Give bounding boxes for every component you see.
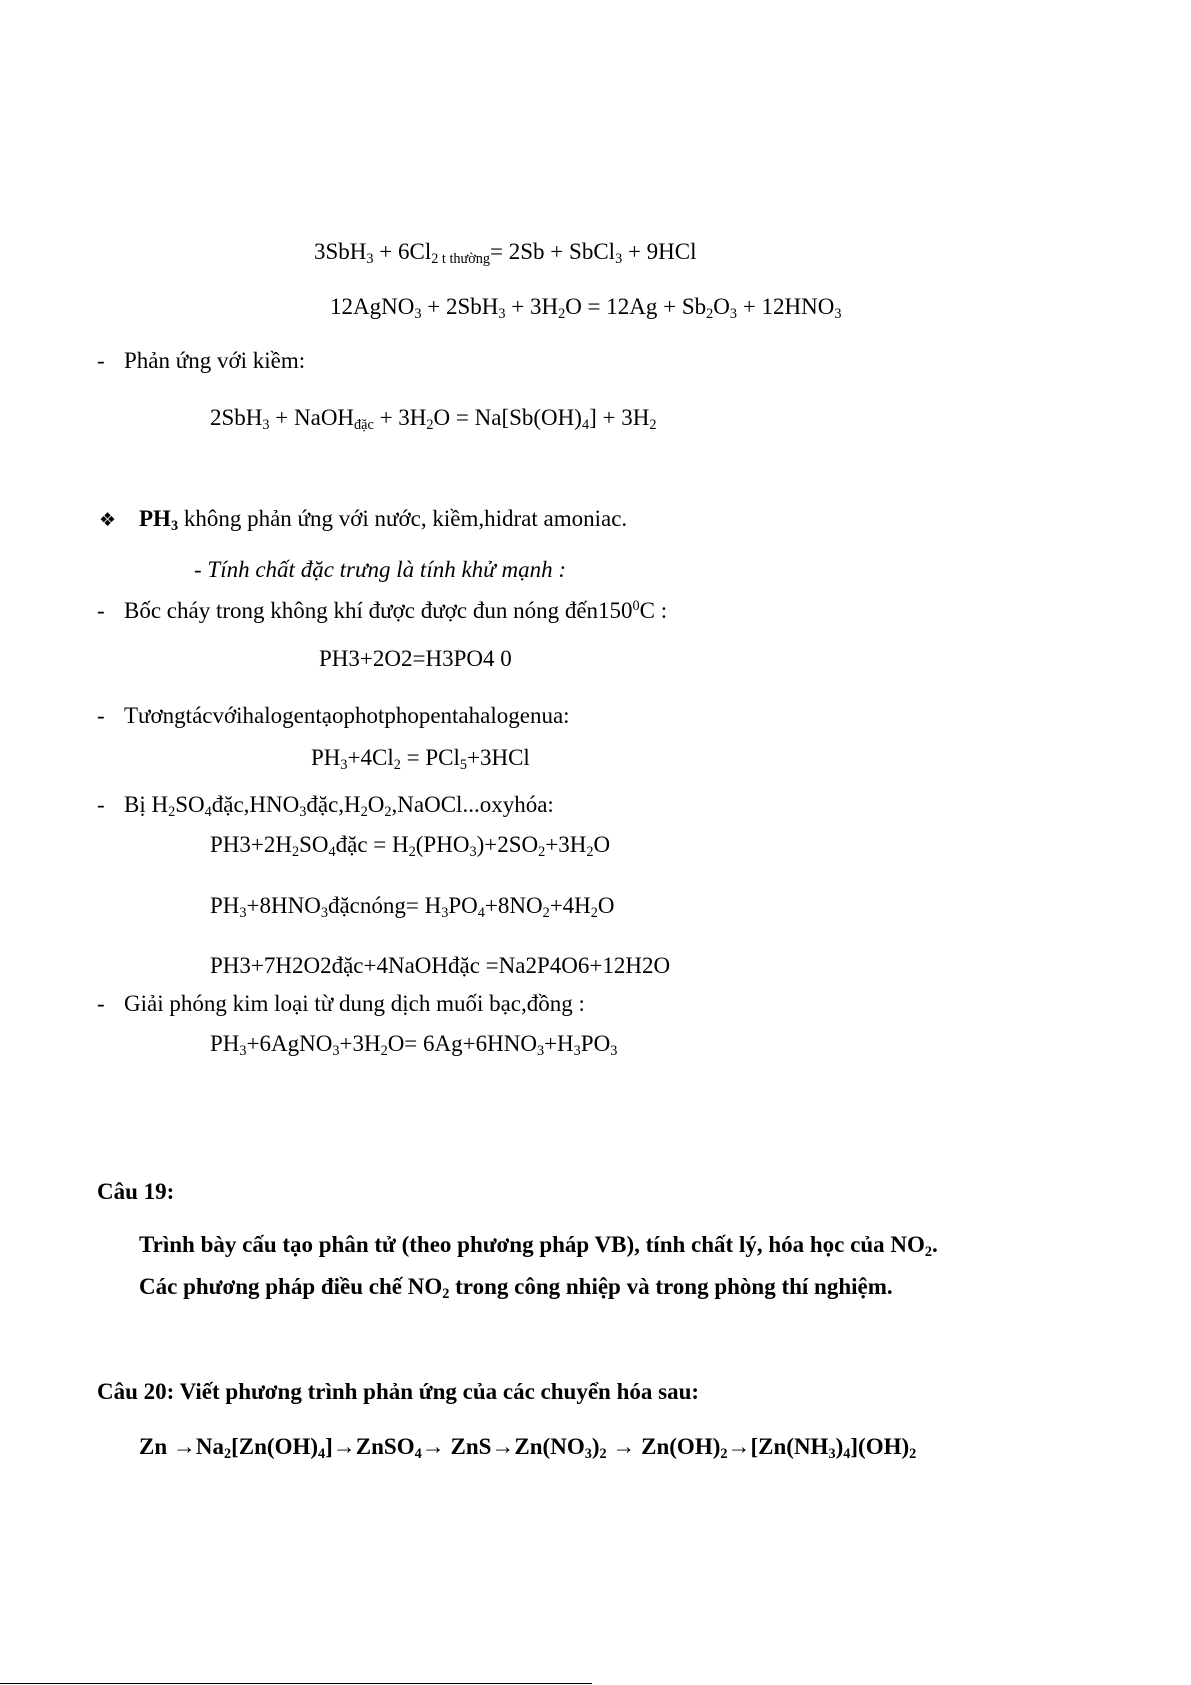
footer-rule xyxy=(0,1683,592,1684)
equation-ph3-h2o2: PH3+7H2O2đặc+4NaOHđặc =Na2P4O6+12H2O xyxy=(210,953,671,978)
equation-ph3-hno3: $PH_3+8HNO_3đặcnóng= H_3PO_4+8NO_2+4H_2O$ xyxy=(210,893,615,921)
subheading-reducing-property: - Tính chất đặc trưng là tính khử mạnh : xyxy=(194,557,566,582)
equation-ph3-agno3: $PH_3+6AgNO_3+3H_2O= 6Ag+6HNO_3+H_3PO_3$ xyxy=(210,1031,618,1059)
item-halogen-reaction: - Tươngtácvớihalogentạophotphopentahalogenua: xyxy=(97,703,570,728)
question-19-line2: Các phương pháp điều chế $NO_2$ trong công nhiệp và trong phòng thí nghiệm. xyxy=(139,1274,893,1302)
equation-sbh3-naoh: 2SbH$_3$ + NaOH$_{đặc}$ + $3H_2O = Na[Sb(OH)_4] + 3H_2$ xyxy=(210,405,657,433)
equation-sbh3-cl2: $3SbH_3 + 6Cl_{2 t thường}= 2Sb$ + SbCl$_3$ + 9HCl xyxy=(314,239,697,267)
item-combustion: - Bốc cháy trong không khí được được đun nóng $đến150^0C$ : xyxy=(97,598,668,623)
question-20-scheme: $Zn \to Na_2[Zn(OH)_4]\to ZnSO_4\to ZnS\to Zn(NO_3)_2 \to Zn(OH)_2\to[Zn(NH_3)_4](OH)_2$ xyxy=(139,1434,917,1462)
item-oxidation: - Bị $H_2SO_4đặc,HNO_3đặc,H_2O_2,NaOCl...oxyhóa$: xyxy=(97,792,554,820)
diamond-bullet-icon: ❖ xyxy=(99,509,117,531)
item-metal-release: - Giải phóng kim loại từ dung dịch muối bạc,đồng : xyxy=(97,991,585,1016)
equation-agno3-sbh3: 12AgNO$_3$ + $2SbH_3 + 3H_2O = 12Ag + Sb_2O_3 + 12HNO_3$ xyxy=(330,294,842,322)
equation-ph3-o2: PH3+2O2=H3PO4 0 xyxy=(319,646,512,671)
heading-reaction-with-alkali: - Phản ứng với kiềm: xyxy=(97,348,306,373)
question-19-line1: Trình bày cấu tạo phân tử (theo phương pháp VB), tính chất lý, hóa học của $NO_2$. xyxy=(139,1232,938,1260)
equation-ph3-h2so4: $PH3+2H_2SO_4đặc = H_2(PHO_3)+2SO_2+3H_2O$ xyxy=(210,832,611,860)
bullet-ph3-properties: ❖ $PH_3$ không phản ứng với nước, kiềm,hidrat amoniac. xyxy=(99,506,628,534)
question-19-title: Câu 19: xyxy=(97,1179,175,1204)
question-20-title: Câu 20: Viết phương trình phản ứng của các chuyển hóa sau: xyxy=(97,1379,700,1404)
equation-ph3-cl2: $PH_3+4Cl_2 = PCl_5+3HCl$ xyxy=(311,745,530,773)
